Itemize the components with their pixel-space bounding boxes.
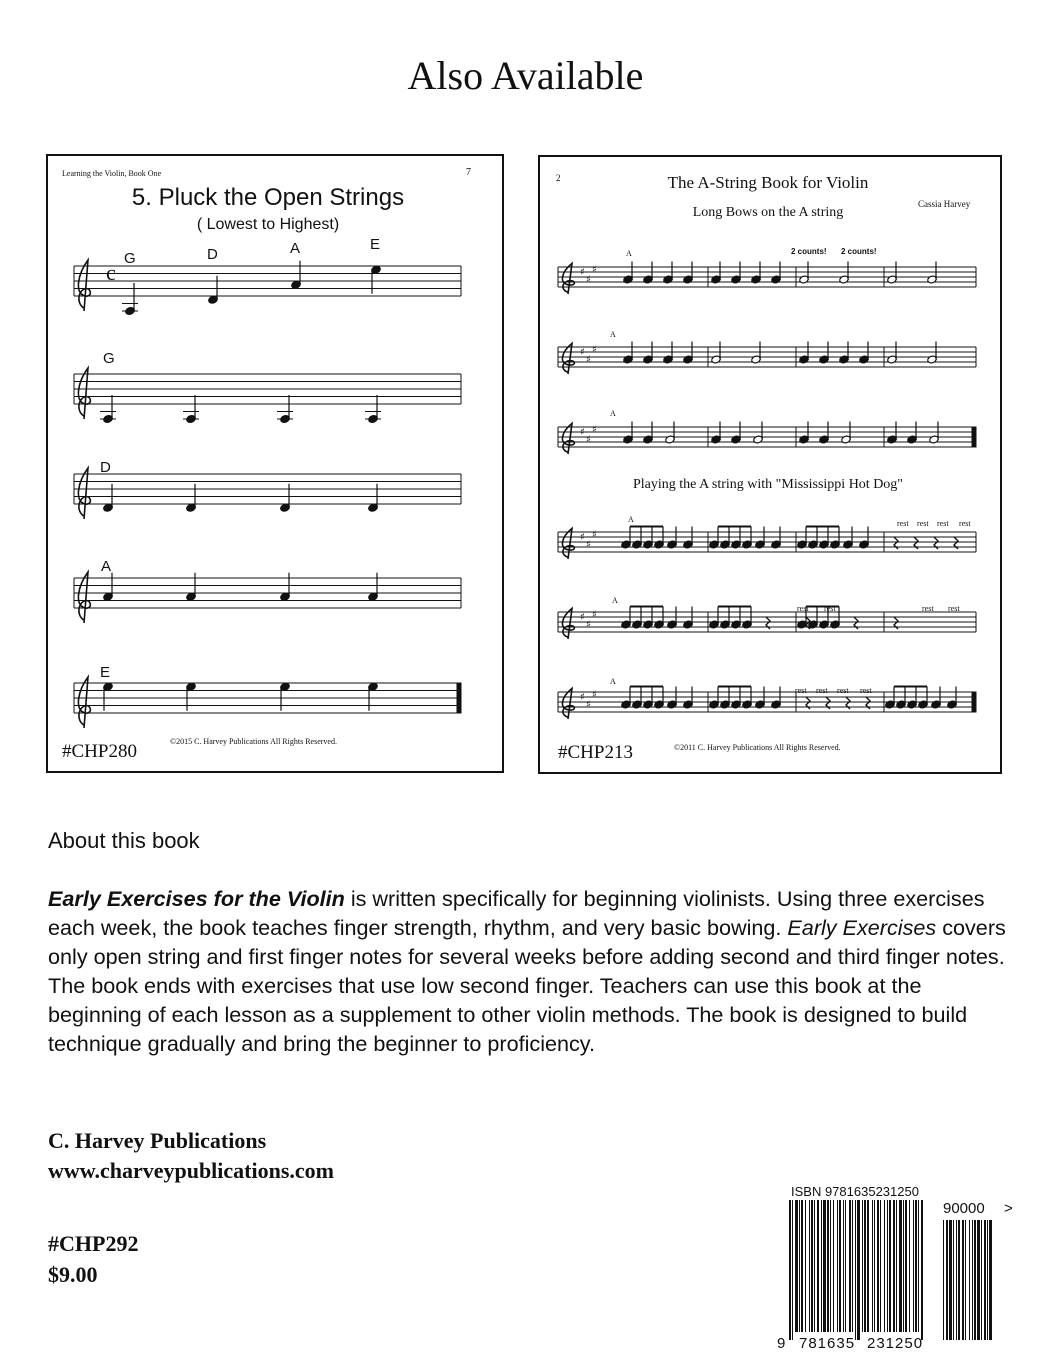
barcode-price-code: 90000 xyxy=(943,1200,985,1217)
sharp-sign: ♯ xyxy=(592,344,597,356)
barcode-bar xyxy=(965,1220,966,1340)
barcode-digits-left: 781635 xyxy=(799,1335,856,1352)
barcode-bar xyxy=(833,1200,834,1332)
barcode-bar xyxy=(972,1220,973,1340)
barcode-bar xyxy=(852,1200,853,1332)
barcode-bar xyxy=(830,1200,831,1332)
sharp-sign: ♯ xyxy=(580,267,585,278)
note-letter-g: G xyxy=(124,250,136,267)
barcode-bar xyxy=(974,1220,976,1340)
barcode-bar xyxy=(864,1200,866,1332)
barcode-bar xyxy=(849,1200,851,1332)
about-book-title: Early Exercises for the Violin xyxy=(48,886,345,911)
row-letter-a: A xyxy=(101,558,112,575)
barcode-bar xyxy=(962,1220,964,1340)
about-text-1: is written specifically for beginning violinists. Using three exercises each week, the book teaches finger strength, rhythm, and very basic bowing. xyxy=(48,886,985,940)
book1-page-number: 7 xyxy=(466,167,471,178)
barcode-bar xyxy=(823,1200,826,1332)
book2-page-number: 2 xyxy=(556,173,561,183)
note-label-a-4: A xyxy=(628,515,634,524)
rest-label-6: rest xyxy=(824,604,836,613)
sharp-sign: ♯ xyxy=(580,347,585,358)
book2-author: Cassia Harvey xyxy=(918,199,971,209)
barcode-bar xyxy=(857,1200,860,1340)
final-barline xyxy=(457,683,461,713)
page-heading: Also Available xyxy=(407,53,644,98)
row-letter-e: E xyxy=(100,664,111,681)
treble-clef xyxy=(562,608,574,639)
book2-copyright: ©2011 C. Harvey Publications All Rights Reserved. xyxy=(674,743,841,752)
treble-clef xyxy=(562,528,574,559)
sharp-sign: ♯ xyxy=(592,689,597,701)
count-label-2: 2 counts! xyxy=(841,247,877,256)
barcode-bar xyxy=(943,1220,944,1340)
barcode-bar xyxy=(880,1200,881,1332)
sharp-sign: ♯ xyxy=(592,264,597,276)
treble-clef xyxy=(78,572,90,623)
barcode-bar xyxy=(913,1200,914,1332)
note-letter-a: A xyxy=(290,240,301,257)
barcode-bars xyxy=(785,1180,1025,1360)
about-text-2: covers only open string and first finger notes for several weeks before adding second and third finger notes. The book ends with exercises that use low second finger. Teachers can use this book at the beginning of each lesson as a supplement to other violin methods. The book is designed to build technique gradually and bring the beginner to proficiency. xyxy=(48,915,1006,1056)
book2-code: #CHP213 xyxy=(558,742,633,763)
final-barline xyxy=(972,427,976,447)
treble-clef xyxy=(78,677,90,728)
barcode-bar xyxy=(918,1200,919,1332)
barcode-bar xyxy=(792,1200,793,1340)
note-letter-e: E xyxy=(370,236,381,253)
publisher-name: C. Harvey Publications xyxy=(48,1128,267,1153)
row-letter-d: D xyxy=(100,459,111,476)
barcode-bar xyxy=(893,1200,895,1332)
barcode-bar xyxy=(877,1200,879,1332)
barcode-bar xyxy=(956,1220,957,1340)
barcode-bar xyxy=(953,1220,954,1340)
barcode-bar xyxy=(811,1200,813,1332)
sharp-sign: ♯ xyxy=(586,274,591,286)
barcode-bar xyxy=(805,1200,806,1332)
product-code: #CHP292 xyxy=(48,1231,139,1256)
barcode-bar xyxy=(874,1200,875,1332)
barcode-bar xyxy=(949,1220,952,1340)
row-letter-g: G xyxy=(103,350,115,367)
rest-label-7: rest xyxy=(922,604,934,613)
sharp-sign: ♯ xyxy=(592,424,597,436)
treble-clef xyxy=(562,688,574,719)
barcode-bar xyxy=(909,1200,910,1332)
barcode-bar xyxy=(958,1220,960,1340)
treble-clef xyxy=(78,468,90,519)
rest-label-4: rest xyxy=(959,519,971,528)
barcode-bar xyxy=(896,1200,897,1332)
barcode-digits-right: 231250 xyxy=(867,1335,924,1352)
book2-section-title: Playing the A string with "Mississippi Hot Dog" xyxy=(632,477,904,492)
barcode-bar xyxy=(839,1200,841,1332)
barcode-bar xyxy=(905,1200,907,1332)
barcode-bar xyxy=(799,1200,800,1332)
book1-code: #CHP280 xyxy=(62,741,137,762)
book1-header: Learning the Violin, Book One xyxy=(62,169,162,178)
barcode-bar xyxy=(814,1200,815,1332)
rest-label-3: rest xyxy=(937,519,949,528)
publisher-website[interactable]: www.charveypublications.com xyxy=(48,1158,334,1183)
sharp-sign: ♯ xyxy=(580,612,585,623)
treble-clef xyxy=(562,263,574,294)
rest-label-12: rest xyxy=(860,686,872,695)
about-description xyxy=(48,884,1008,1058)
isbn-label: ISBN 9781635231250 xyxy=(791,1184,919,1199)
barcode-bar xyxy=(862,1200,863,1332)
treble-clef xyxy=(78,260,90,311)
barcode-bar xyxy=(903,1200,904,1332)
barcode-bar xyxy=(843,1200,844,1332)
count-label-1: 2 counts! xyxy=(791,247,827,256)
sharp-sign: ♯ xyxy=(580,427,585,438)
note-label-a-3: A xyxy=(610,409,616,418)
product-info xyxy=(48,1228,138,1290)
book-preview-learning-violin xyxy=(46,154,504,773)
book-preview-a-string-book xyxy=(538,155,1002,774)
barcode-bar xyxy=(855,1200,856,1340)
barcode-bar xyxy=(827,1200,829,1332)
barcode-bar xyxy=(915,1200,917,1332)
barcode-bar xyxy=(817,1200,819,1332)
rest-label-11: rest xyxy=(837,686,849,695)
rest-label-10: rest xyxy=(816,686,828,695)
rest-label-9: rest xyxy=(795,686,807,695)
note-letter-d: D xyxy=(207,246,218,263)
isbn-barcode xyxy=(777,1180,1025,1360)
book2-title: The A-String Book for Violin xyxy=(667,173,869,192)
sharp-sign: ♯ xyxy=(586,434,591,446)
treble-clef xyxy=(78,368,90,419)
sheet-music-a-string xyxy=(540,157,1000,772)
barcode-bar xyxy=(887,1200,888,1332)
rest-label-5: rest xyxy=(797,604,809,613)
rest-label-8: rest xyxy=(948,604,960,613)
book1-subtitle: ( Lowest to Highest) xyxy=(196,216,340,233)
book1-copyright: ©2015 C. Harvey Publications All Rights Reserved. xyxy=(170,737,337,746)
note-label-a-1: A xyxy=(626,249,632,258)
barcode-bar xyxy=(984,1220,986,1340)
sharp-sign: ♯ xyxy=(586,539,591,551)
final-barline xyxy=(972,692,976,712)
barcode-bar xyxy=(989,1220,992,1340)
about-heading: About this book xyxy=(48,828,200,853)
barcode-bar xyxy=(946,1220,948,1340)
barcode-bar xyxy=(987,1220,988,1340)
sharp-sign: ♯ xyxy=(580,692,585,703)
barcode-digit-first: 9 xyxy=(777,1335,786,1352)
barcode-bar xyxy=(845,1200,846,1332)
barcode-bar xyxy=(801,1200,803,1332)
note-label-a-5: A xyxy=(612,596,618,605)
barcode-bar xyxy=(837,1200,838,1332)
barcode-price-arrow: > xyxy=(1004,1200,1013,1217)
sharp-sign: ♯ xyxy=(592,529,597,541)
treble-clef xyxy=(562,423,574,454)
note-label-a-2: A xyxy=(610,330,616,339)
product-price: $9.00 xyxy=(48,1262,98,1287)
barcode-bar xyxy=(809,1200,810,1332)
about-inline-title: Early Exercises xyxy=(787,915,937,940)
barcode-bar xyxy=(921,1200,923,1340)
book1-title: 5. Pluck the Open Strings xyxy=(131,184,405,211)
barcode-bar xyxy=(981,1220,982,1340)
barcode-bar xyxy=(889,1200,891,1332)
sharp-sign: ♯ xyxy=(592,609,597,621)
book2-subtitle: Long Bows on the A string xyxy=(692,205,844,220)
rest-label-2: rest xyxy=(917,519,929,528)
note-label-a-6: A xyxy=(610,677,616,686)
barcode-bar xyxy=(821,1200,822,1332)
barcode-bar xyxy=(795,1200,798,1332)
barcode-bar xyxy=(884,1200,885,1332)
sharp-sign: ♯ xyxy=(586,619,591,631)
sharp-sign: ♯ xyxy=(586,354,591,366)
rest-label-1: rest xyxy=(897,519,909,528)
sheet-music-pluck-open-strings xyxy=(48,156,502,771)
barcode-bar xyxy=(977,1220,980,1340)
barcode-bar xyxy=(872,1200,873,1332)
barcode-bar xyxy=(867,1200,869,1332)
treble-clef xyxy=(562,343,574,374)
barcode-bar xyxy=(899,1200,902,1332)
publisher-block xyxy=(48,1126,334,1186)
barcode-bar xyxy=(969,1220,970,1340)
barcode-bar xyxy=(789,1200,791,1340)
sharp-sign: ♯ xyxy=(586,699,591,711)
sharp-sign: ♯ xyxy=(580,532,585,543)
common-time-signature: c xyxy=(106,260,116,285)
